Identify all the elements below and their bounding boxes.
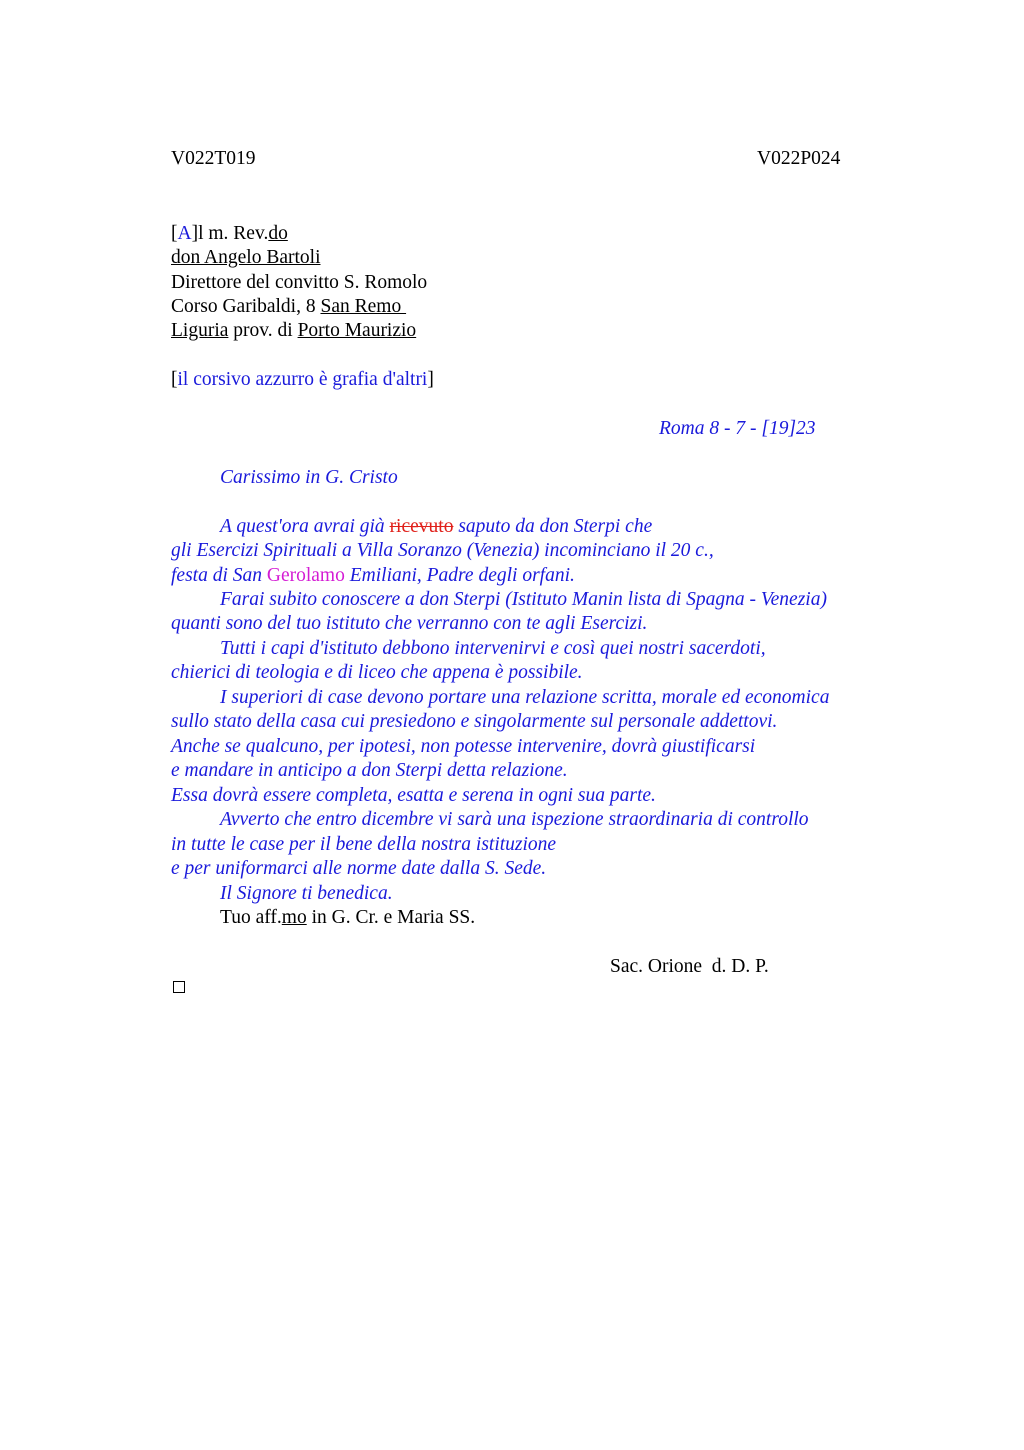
- closing-end: in G. Cr. e Maria SS.: [306, 907, 476, 928]
- body-line-11: e mandare in anticipo a don Sterpi detta relazione.: [171, 760, 568, 781]
- salutation: Carissimo in G. Cristo: [220, 467, 398, 488]
- note-bracket-open: [: [171, 369, 178, 390]
- body-line-5: quanti sono del tuo istituto che verranno con te agli Esercizi.: [171, 613, 648, 634]
- address-street: Corso Garibaldi, 8: [171, 296, 321, 317]
- body-line-10: Anche se qualcuno, per ipotesi, non potesse intervenire, dovrà giustificarsi: [171, 736, 756, 757]
- address-title-suffix: do: [268, 223, 288, 244]
- body-line-3-start: festa di San: [171, 565, 267, 586]
- body-line-1: [220, 517, 652, 537]
- letter-date: Roma 8 - 7 - [19]23: [659, 418, 816, 439]
- address-line-2: don Angelo Bartoli: [171, 247, 321, 268]
- body-line-9: sullo stato della casa cui presiedono e singolarmente sul personale addettovi.: [171, 711, 778, 732]
- body-line-6: Tutti i capi d'istituto debbono intervenirvi e così quei nostri sacerdoti,: [220, 638, 766, 659]
- signature: Sac. Orione d. D. P.: [610, 956, 769, 977]
- editorial-note: [171, 370, 434, 390]
- highlighted-name: Gerolamo: [266, 565, 345, 586]
- address-city: San Remo: [320, 296, 407, 317]
- address-line-5: [171, 321, 416, 341]
- address-region: Liguria: [171, 320, 229, 341]
- body-line-14: in tutte le case per il bene della nostra istituzione: [171, 834, 557, 855]
- body-line-7: chierici di teologia e di liceo che appena è possibile.: [171, 662, 583, 683]
- closing-line: [220, 908, 475, 928]
- body-line-3-end: Emiliani, Padre degli orfani.: [344, 565, 575, 586]
- body-line-1-end: saputo da don Sterpi che: [453, 516, 653, 537]
- body-line-4: Farai subito conoscere a don Sterpi (Istituto Manin lista di Spagna - Venezia): [220, 589, 827, 610]
- end-marker-box: [173, 981, 185, 993]
- deleted-word: ricevuto: [389, 516, 454, 537]
- address-province: Porto Maurizio: [297, 320, 417, 341]
- body-line-8: I superiori di case devono portare una relazione scritta, morale ed economica: [220, 687, 830, 708]
- address-line-4: [171, 297, 406, 317]
- address-line-3: Direttore del convitto S. Romolo: [171, 272, 428, 293]
- body-line-3: [171, 566, 575, 586]
- address-title: ]l m. Rev.: [191, 223, 269, 244]
- body-line-13: Avverto che entro dicembre vi sarà una ispezione straordinaria di controllo: [220, 809, 809, 830]
- closing-start: Tuo aff.: [220, 907, 282, 928]
- closing-suffix: mo: [281, 907, 307, 928]
- archive-code-right: V022P024: [757, 148, 841, 169]
- blessing: Il Signore ti benedica.: [220, 883, 393, 904]
- body-line-12: Essa dovrà essere completa, esatta e serena in ogni sua parte.: [171, 785, 656, 806]
- archive-code-left: V022T019: [171, 148, 256, 169]
- body-line-15: e per uniformarci alle norme date dalla S. Sede.: [171, 858, 547, 879]
- note-text: il corsivo azzurro è grafia d'altri: [177, 369, 428, 390]
- address-prov-label: prov. di: [228, 320, 298, 341]
- note-bracket-close: ]: [427, 369, 434, 390]
- body-line-2: gli Esercizi Spirituali a Villa Soranzo (Venezia) incominciano il 20 c.,: [171, 540, 714, 561]
- address-initial-letter: A: [177, 223, 192, 244]
- address-bracket-open: [: [171, 223, 178, 244]
- body-line-1-start: A quest'ora avrai già: [220, 516, 390, 537]
- address-line-1: [171, 224, 288, 244]
